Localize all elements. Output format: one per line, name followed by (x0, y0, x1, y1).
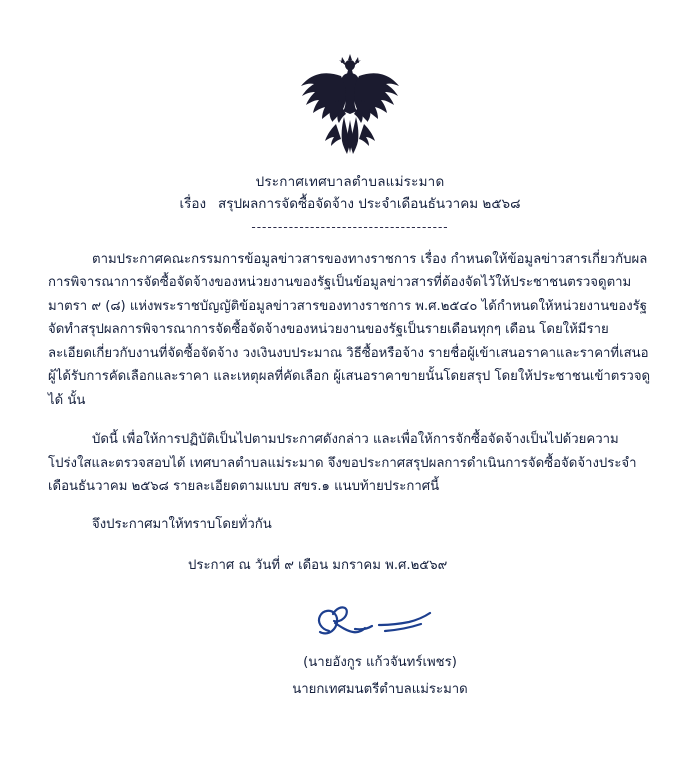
paragraph-1-text: ตามประกาศคณะกรรมการข้อมูลข่าวสารของทางราชการ เรื่อง กำหนดให้ข้อมูลข่าวสารเกี่ยวกับผลการพิจารณาการจัดซื้อจัดจ้างของหน่วยงานของรัฐเป็นข้อมูลข่าวสารที่ต้องจัดไว้ให้ประชาชนตรวจดูตามมาตรา ๙ (๘) แห่งพระราชบัญญัติข้อมูลข่าวสารของทางราชการ พ.ศ.๒๕๔๐ ได้กำหนดให้หน่วยงานของรัฐ จัดทำสรุปผลการพิจารณาการจัดซื้อจัดจ้างของหน่วยงานของรัฐเป็นรายเดือนทุกๆ เดือน โดยให้มีรายละเอียดเกี่ยวกับงานที่จัดซื้อจัดจ้าง วงเงินงบประมาณ วิธีซื้อหรือจ้าง รายชื่อผู้เข้าเสนอราคาและราคาที่เสนอ ผู้ได้รับการคัดเลือกและราคา และเหตุผลที่คัดเลือก ผู้เสนอราคาขายนั้นโดยสรุป โดยให้ประชาชนเข้าตรวจดูได้ นั้น (48, 251, 651, 408)
organization-name: ประกาศเทศบาลตำบลแม่ระมาด (255, 174, 445, 190)
paragraph-2 (48, 428, 652, 499)
divider-line: ------------------------------------- (251, 219, 449, 234)
paragraph-1 (48, 248, 652, 413)
emblem-container (48, 54, 652, 164)
document-body (48, 248, 652, 537)
signer-position: นายกเทศมนตรีตำบลแม่ระมาด (292, 682, 468, 698)
signature-block (48, 601, 652, 699)
paragraph-2-text: บัดนี้ เพื่อให้การปฏิบัติเป็นไปตามประกาศดังกล่าว และเพื่อให้การจักซื้อจัดจ้างเป็นไปด้วยความโปร่งใสและตรวจสอบได้ เทศบาลตำบลแม่ระมาด จึงขอประกาศสรุปผลการดำเนินการจัดซื้อจัดจ้างประจำเดือนธันวาคม ๒๕๖๘ รายละเอียดตามแบบ สขร.๑ แนบท้ายประกาศนี้ (48, 432, 637, 495)
handwritten-signature-icon (295, 601, 465, 647)
signer-name: (นายอังกูร แก้วจันทร์เพชร) (303, 655, 457, 671)
announcement-date: ประกาศ ณ วันที่ ๙ เดือน มกราคม พ.ศ.๒๕๖๙ (188, 558, 448, 574)
paragraph-3 (48, 513, 652, 537)
subject-text: สรุปผลการจัดซื้อจัดจ้าง ประจำเดือนธันวาคม ๒๕๖๘ (218, 196, 521, 213)
subject-line (48, 192, 652, 218)
signature-shift (48, 601, 652, 647)
document-heading (48, 172, 652, 218)
subject-label: เรื่อง (179, 196, 207, 213)
paragraph-3-text: จึงประกาศมาให้ทราบโดยทั่วกัน (92, 516, 272, 532)
garuda-emblem-icon (294, 54, 406, 154)
